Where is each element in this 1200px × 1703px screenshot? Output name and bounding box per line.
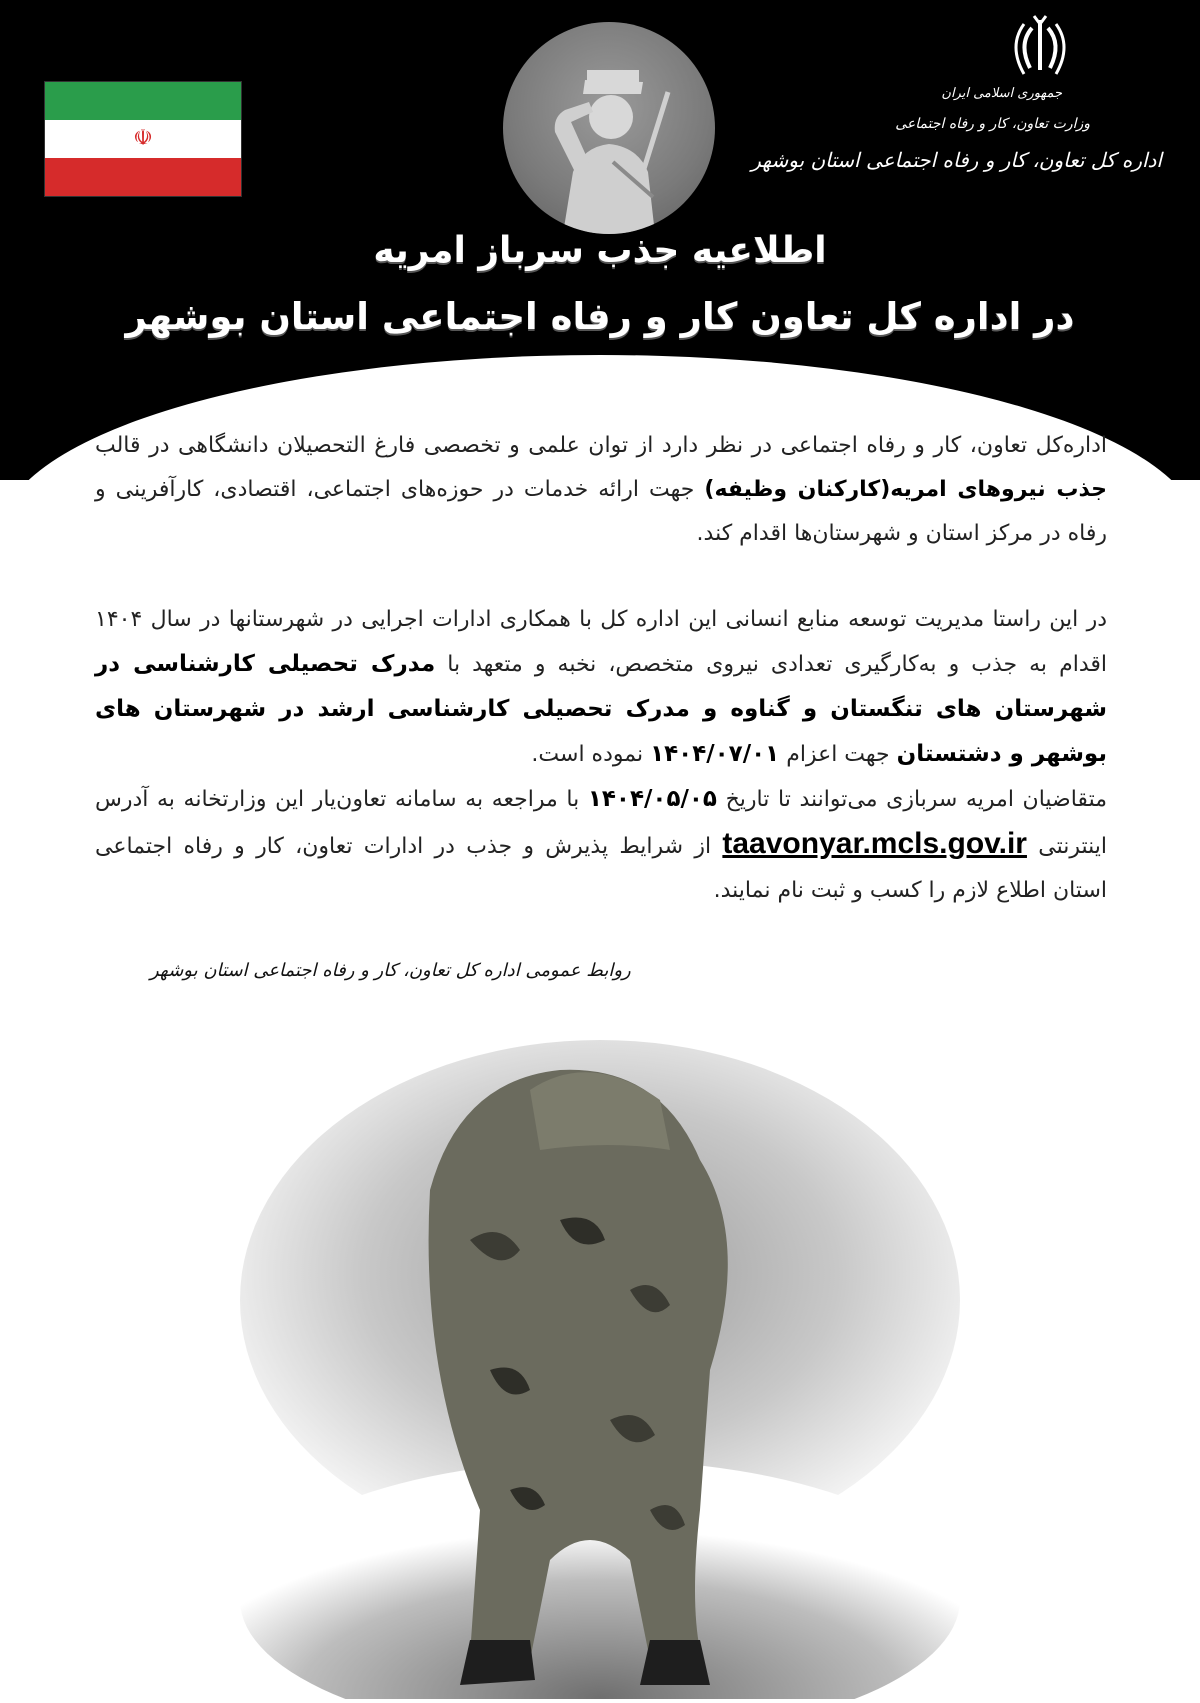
iran-flag-icon: ☫ xyxy=(44,81,242,197)
registration-link[interactable]: taavonyar.mcls.gov.ir xyxy=(722,827,1027,860)
highlight-recruitment: جذب نیروهای امریه(کارکنان وظیفه) xyxy=(704,477,1108,502)
deadline-date: ۱۴۰۴/۰۵/۰۵ xyxy=(587,786,717,812)
announcement-subtitle: در اداره کل تعاون کار و رفاه اجتماعی استان بوشهر xyxy=(125,295,1075,338)
soldier-photo xyxy=(230,1040,970,1699)
announcement-title: اطلاعیه جذب سرباز امریه xyxy=(373,230,827,271)
iran-emblem-icon xyxy=(1010,14,1070,84)
paragraph-details: در این راستا مدیریت توسعه منابع انسانی این اداره کل با همکاری ادارات اجرایی در شهرستانها در سال ۱۴۰۴ اقدام به جذب و به‌کارگیری تعدادی نیروی متخصص، نخبه و متعهد با مدرک تحصیلی کارشناسی در شهرستان های تنگستان و گناوه و مدرک تحصیلی کارشناسی ارشد در شهرستان های بوشهر و دشتستان جهت اعزام ۱۴۰۴/۰۷/۰۱ نموده است. متقاضیان امریه سربازی می‌توانند تا تاریخ ۱۴۰۴/۰۵/۰۵ با مراجعه به سامانه تعاون‌یار این وزارتخانه به آدرس اینترنتی taavonyar.mcls.gov.ir از شرایط پذیرش و جذب در ادارات تعاون، کار و رفاه اجتماعی استان اطلاع لازم را کسب و ثبت نام نمایند. xyxy=(95,607,1108,903)
emblem-line-ministry: وزارت تعاون، کار و رفاه اجتماعی xyxy=(895,116,1090,132)
paragraph-intro: اداره‌کل تعاون، کار و رفاه اجتماعی در نظر دارد از توان علمی و تخصصی فارغ التحصیلان دانشگاهی در قالب جذب نیروهای امریه(کارکنان وظیفه) جهت ارائه خدمات در حوزه‌های اجتماعی، اقتصادی، کارآفرینی و رفاه در مرکز استان و شهرستان‌ها اقدام کند. xyxy=(95,433,1108,546)
highlight-degree-requirements: مدرک تحصیلی کارشناسی در شهرستان های تنگستان و گناوه و مدرک تحصیلی کارشناسی ارشد در شهرستان های بوشهر و دشتستان xyxy=(95,651,1107,767)
emblem-line-office: اداره کل تعاون، کار و رفاه اجتماعی استان بوشهر xyxy=(751,148,1162,172)
saluting-soldier-icon xyxy=(503,22,715,234)
emblem-line-country: جمهوری اسلامی ایران xyxy=(941,86,1062,101)
dispatch-date: ۱۴۰۴/۰۷/۰۱ xyxy=(650,741,780,767)
public-relations-signature: روابط عمومی اداره کل تعاون، کار و رفاه اجتماعی استان بوشهر xyxy=(150,960,631,981)
